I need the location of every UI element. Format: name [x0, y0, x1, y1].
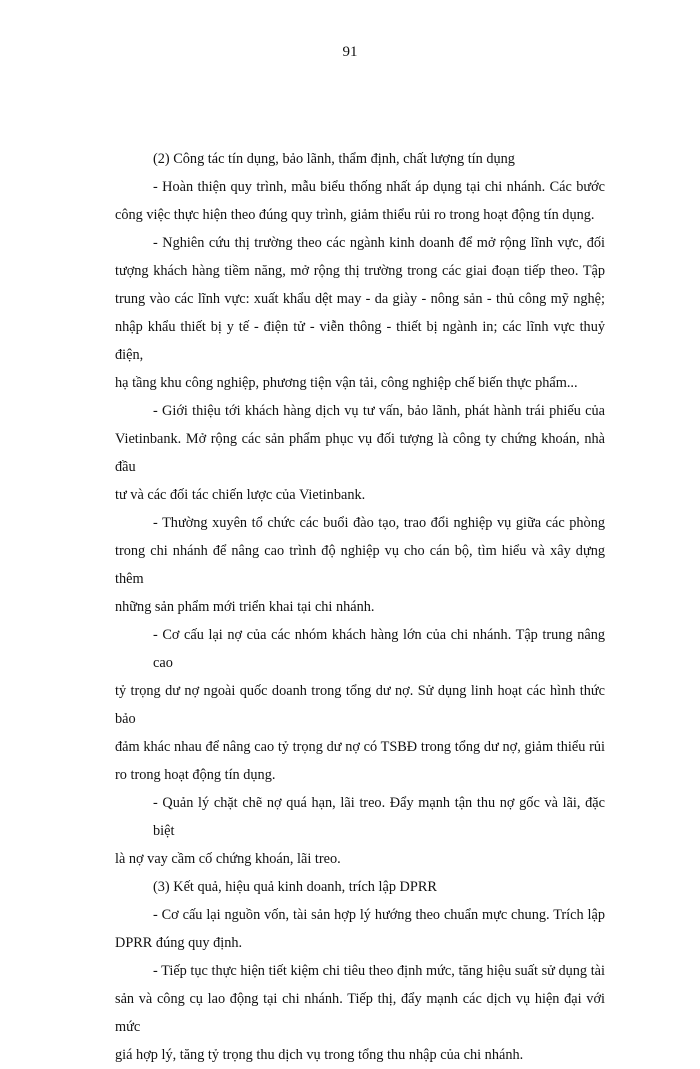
text-line: trong chi nhánh để nâng cao trình độ nghiệp vụ cho cán bộ, tìm hiểu và xây dựng thêm	[115, 543, 605, 587]
body-text	[115, 145, 605, 1069]
text-line: đảm khác nhau để nâng cao tỷ trọng dư nợ có TSBĐ trong tổng dư nợ, giảm thiểu rủi	[115, 739, 605, 755]
text-line: tượng khách hàng tiềm năng, mở rộng thị trường trong các giai đoạn tiếp theo. Tập	[115, 263, 605, 279]
text-line: ro trong hoạt động tín dụng.	[115, 767, 276, 783]
paragraph	[115, 145, 605, 173]
text-line: Vietinbank. Mở rộng các sản phẩm phục vụ đối tượng là công ty chứng khoán, nhà đầu	[115, 431, 605, 475]
text-line: giá hợp lý, tăng tỷ trọng thu dịch vụ trong tổng thu nhập của chi nhánh.	[115, 1047, 524, 1063]
paragraph	[115, 957, 605, 1069]
text-line: tỷ trọng dư nợ ngoài quốc doanh trong tổng dư nợ. Sử dụng linh hoạt các hình thức bảo	[115, 683, 605, 727]
text-line: trung vào các lĩnh vực: xuất khẩu dệt may - da giày - nông sản - thủ công mỹ nghệ;	[115, 291, 605, 307]
paragraph	[115, 397, 605, 509]
text-line: - Cơ cấu lại nguồn vốn, tài sản hợp lý hướng theo chuẩn mực chung. Trích lập	[153, 907, 605, 923]
paragraph	[115, 229, 605, 397]
text-line: tư và các đối tác chiến lược của Vietinbank.	[115, 487, 366, 503]
text-line: - Giới thiệu tới khách hàng dịch vụ tư vấn, bảo lãnh, phát hành trái phiếu của	[153, 403, 605, 419]
paragraph	[115, 873, 605, 901]
text-line: là nợ vay cầm cố chứng khoán, lãi treo.	[115, 851, 341, 867]
text-line: nhập khẩu thiết bị y tế - điện tử - viễn thông - thiết bị ngành in; các lĩnh vực thuỷ điện,	[115, 319, 605, 363]
text-line: - Quản lý chặt chẽ nợ quá hạn, lãi treo. Đẩy mạnh tận thu nợ gốc và lãi, đặc biệt	[153, 795, 605, 839]
text-line: những sản phẩm mới triển khai tại chi nhánh.	[115, 599, 375, 615]
text-line: - Tiếp tục thực hiện tiết kiệm chi tiêu theo định mức, tăng hiệu suất sử dụng tài	[153, 963, 605, 979]
text-line: - Nghiên cứu thị trường theo các ngành kinh doanh để mở rộng lĩnh vực, đối	[153, 235, 605, 251]
text-line: - Thường xuyên tổ chức các buổi đào tạo, trao đổi nghiệp vụ giữa các phòng	[153, 515, 605, 531]
text-line: - Cơ cấu lại nợ của các nhóm khách hàng lớn của chi nhánh. Tập trung nâng cao	[153, 627, 605, 671]
page-number: 91	[342, 44, 358, 60]
paragraph	[115, 901, 605, 957]
paragraph	[115, 173, 605, 229]
text-line: DPRR đúng quy định.	[115, 935, 243, 951]
text-line: công việc thực hiện theo đúng quy trình, giảm thiểu rủi ro trong hoạt động tín dụng.	[115, 207, 595, 223]
text-line: hạ tầng khu công nghiệp, phương tiện vận tải, công nghiệp chế biến thực phẩm...	[115, 375, 578, 391]
text-line: - Hoàn thiện quy trình, mẫu biểu thống nhất áp dụng tại chi nhánh. Các bước	[153, 179, 605, 195]
text-line: (2) Công tác tín dụng, bảo lãnh, thẩm định, chất lượng tín dụng	[153, 151, 515, 167]
paragraph	[115, 789, 605, 873]
text-line: (3) Kết quả, hiệu quả kinh doanh, trích lập DPRR	[153, 879, 437, 895]
paragraph	[115, 509, 605, 621]
text-line: sản và công cụ lao động tại chi nhánh. Tiếp thị, đẩy mạnh các dịch vụ hiện đại với mức	[115, 991, 605, 1035]
paragraph	[115, 621, 605, 789]
